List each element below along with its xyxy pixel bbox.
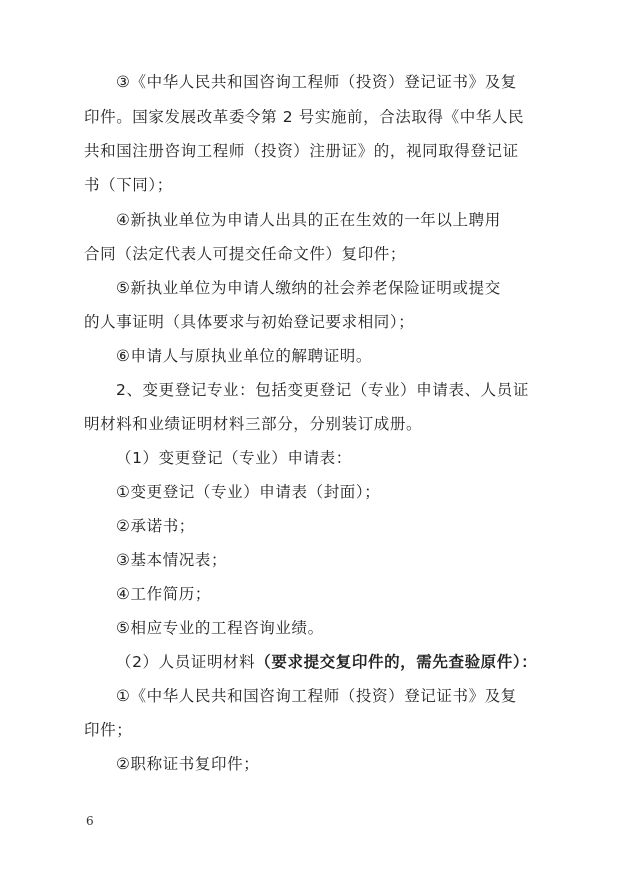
list-item: ①变更登记（专业）申请表（封面）； — [116, 483, 381, 501]
subsection-heading-label: （2）人员证明材料 — [116, 653, 256, 671]
paragraph-line: 书（下同）； — [84, 176, 173, 194]
list-item: ③基本情况表； — [116, 551, 228, 569]
paragraph-line: 共和国注册咨询工程师（投资）注册证》的，视同取得登记证 — [84, 142, 519, 160]
paragraph-line: ③《中华人民共和国咨询工程师（投资）登记证书》及复 — [116, 73, 517, 91]
paragraph-line: 合同（法定代表人可提交任命文件）复印件； — [84, 245, 407, 263]
paragraph-line: 明材料和业绩证明材料三部分，分别装订成册。 — [84, 415, 423, 433]
page-number: 6 — [86, 814, 94, 828]
subsection-heading: （1）变更登记（专业）申请表： — [116, 449, 352, 467]
list-item: ②承诺书； — [116, 517, 195, 535]
list-item: ④工作简历； — [116, 585, 211, 603]
bold-requirement-note: （要求提交复印件的，需先查验原件）： — [255, 653, 538, 671]
list-item: ⑤相应专业的工程咨询业绩。 — [116, 619, 324, 637]
paragraph-line: ⑤新执业单位为申请人缴纳的社会养老保险证明或提交 — [116, 279, 501, 297]
subsection-heading — [116, 652, 586, 672]
paragraph-line: 印件； — [84, 721, 133, 739]
paragraph-line: 的人事证明（具体要求与初始登记要求相同）； — [84, 313, 415, 331]
list-item: ②职称证书复印件； — [116, 755, 260, 773]
list-item: ①《中华人民共和国咨询工程师（投资）登记证书》及复 — [116, 687, 517, 705]
paragraph-line: 印件。国家发展改革委令第 2 号实施前，合法取得《中华人民 — [84, 108, 525, 126]
paragraph-line: ⑥申请人与原执业单位的解聘证明。 — [116, 347, 372, 365]
section-heading-line: 2、变更登记专业：包括变更登记（专业）申请表、人员证 — [116, 381, 529, 399]
paragraph-line: ④新执业单位为申请人出具的正在生效的一年以上聘用 — [116, 211, 501, 229]
